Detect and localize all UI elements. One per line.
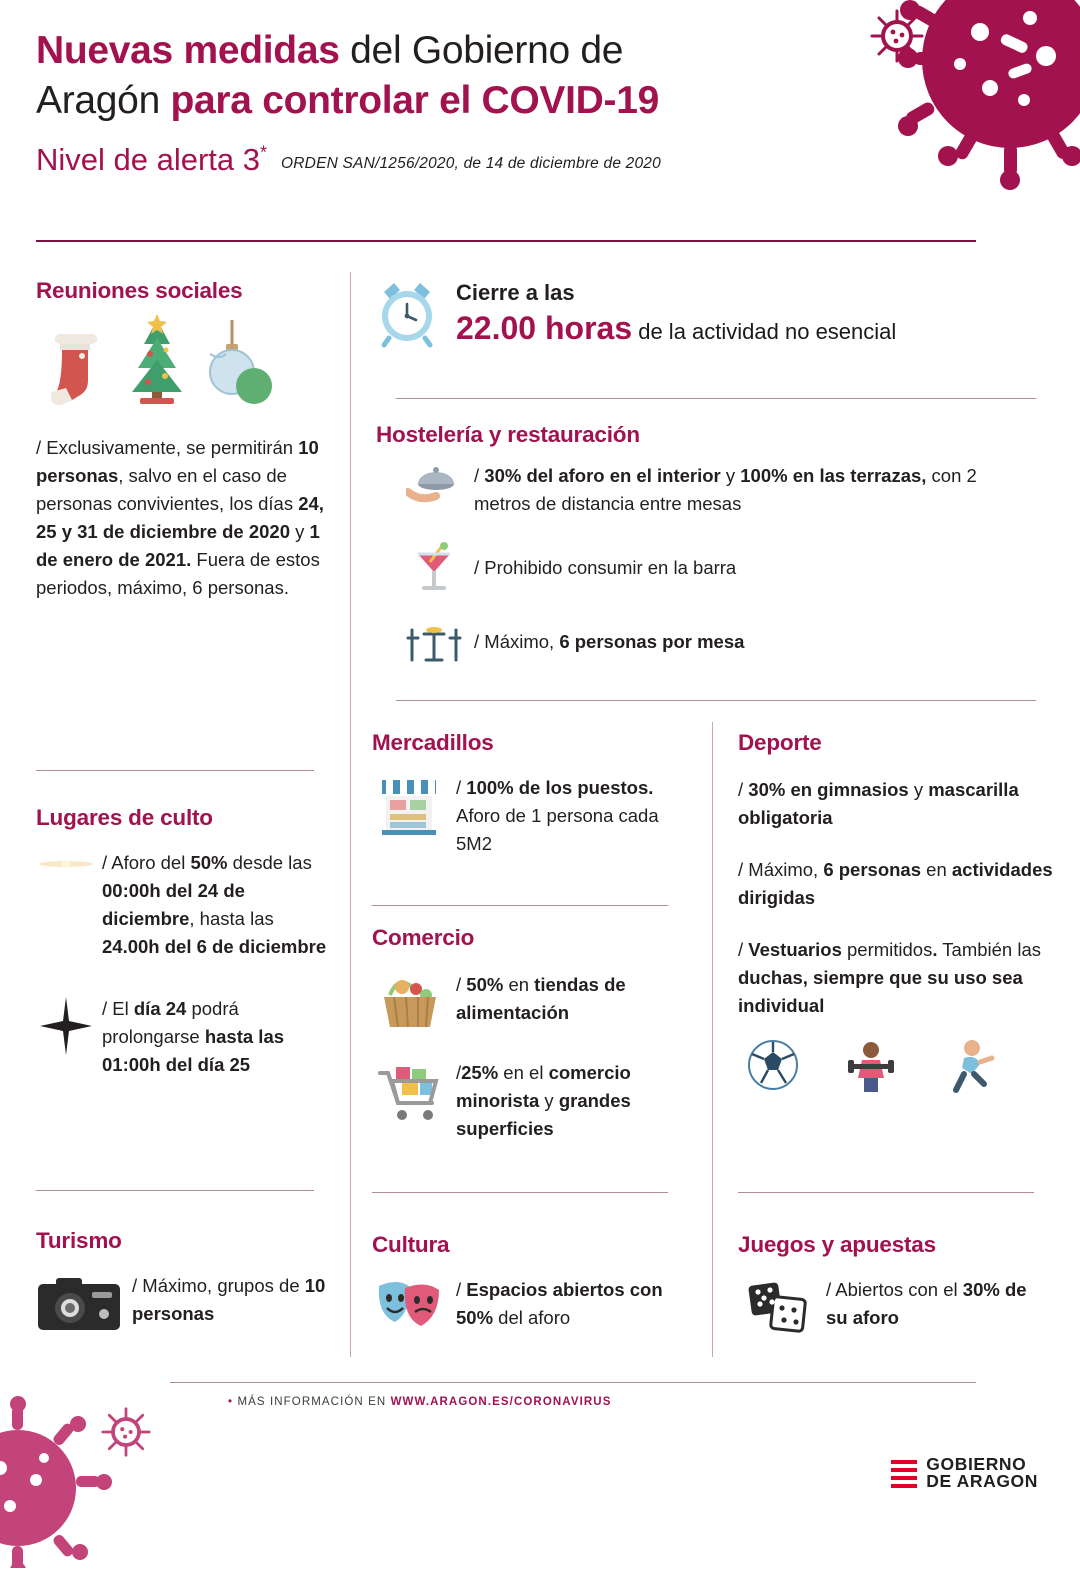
masks-svg [375,1276,443,1334]
text-part-bold: comercio minorista [456,1062,631,1111]
alert-level-asterisk: * [260,142,268,163]
text-part-bold: mascarilla obligatoria [738,779,1019,828]
cierre-rest: de la actividad no esencial [632,319,897,344]
mercadillos-text [456,774,688,858]
christmas-bauble-icon [202,314,276,410]
section-heading: Turismo [36,1228,122,1253]
logo-line2: DE ARAGON [926,1471,1038,1491]
food-service-tray-icon [404,462,464,512]
footer-divider [170,1382,976,1383]
cultura-item [372,1276,692,1334]
mercadillos-item [372,774,688,858]
text-part-bold: día 24 [133,998,187,1019]
christmas-stocking-icon [38,322,112,410]
text-part: / Máximo, [738,859,824,880]
text-part: en el [498,1062,549,1083]
text-part: / [456,974,467,995]
divider [396,398,1036,399]
list-item [404,618,1036,666]
text-part: y [290,521,310,542]
divider [738,1192,1034,1193]
text-part-bold: . [932,939,938,960]
section-reuniones-sociales [36,278,332,602]
title-highlight-1: Nuevas medidas [36,29,340,72]
text-part: podrá prolongarse [102,998,239,1047]
text-part-bold: 00:00h del 24 de diciembre [102,880,245,929]
text-part-bold: Espacios abiertos con 50% [456,1279,663,1328]
table-chairs-svg [406,618,462,666]
section-cierre [376,280,1036,348]
culto-items [36,849,336,1079]
section-turismo [36,1228,336,1334]
text-part-bold: 25% [461,1062,499,1083]
list-item [36,849,336,961]
text-part: / Prohibido consumir en la barra [474,557,737,578]
text-part-bold: 30% en gimnasios [748,779,909,800]
text-part: en [503,974,535,995]
culto-item-text [102,995,336,1079]
text-part-bold: 50% [466,974,504,995]
column-divider-left [350,272,351,1357]
text-part-bold: 30% de su aforo [826,1279,1027,1328]
text-part: , hasta las [189,908,274,929]
text-part: / Máximo, [474,631,560,652]
logo-line1: GOBIERNO [926,1454,1027,1474]
dice-svg [744,1276,810,1340]
text-part-bold: 100% de los puestos. [466,777,654,798]
alert-level [36,142,267,178]
text-part: / Exclusivamente, se permitirán [36,437,299,458]
text-part-bold: tiendas de alimentación [456,974,626,1023]
alert-level-label: Nivel de alerta 3 [36,142,261,177]
footer-info-prefix: MÁS INFORMACIÓN EN [237,1396,391,1408]
juegos-item [738,1276,1048,1340]
gobierno-de-aragon-logo [891,1456,1038,1490]
tray-svg [406,462,462,512]
cierre-text [456,280,896,347]
section-heading: Cultura [372,1232,450,1257]
deporte-item-text [738,776,1058,832]
section-mercadillos [372,730,688,858]
reuniones-body-text [36,434,332,602]
section-hosteleria [376,422,1036,666]
text-part-bold: 10 personas [132,1275,326,1324]
list-item [36,995,336,1079]
section-comercio [372,925,692,1143]
market-stall-svg [376,774,442,840]
christmas-icons-group [38,314,332,410]
title-highlight-2: para controlar el COVID-19 [170,79,660,122]
text-part-bold: 50% [190,852,228,873]
section-juegos-y-apuestas [738,1232,1048,1340]
turismo-item [36,1272,336,1334]
page-title [36,26,916,126]
deporte-icons-group [746,1038,1058,1096]
hosteleria-item-text [474,554,736,582]
cierre-line2 [456,310,896,347]
turismo-text [132,1272,336,1328]
text-part: y [539,1090,559,1111]
camera-icon [36,1272,122,1334]
culto-item-text [102,849,336,961]
hosteleria-item-text [474,628,744,656]
list-item [404,462,1036,518]
text-part: y [720,465,741,486]
runner-icon [942,1038,996,1096]
sparkle-icon [36,849,96,879]
text-part: / [474,465,485,486]
text-part-bold: 24, 25 y 31 de diciembre de 2020 [36,493,324,542]
text-part: / El [102,998,134,1019]
cierre-hour: 22.00 horas [456,310,633,346]
deporte-item-text [738,856,1058,912]
sparkle-svg [37,849,95,879]
cocktail-svg [408,540,460,596]
divider [396,700,1036,701]
text-part-bold: 100% en las terrazas, [740,465,927,486]
footer-info [228,1396,611,1408]
text-part-bold: 6 personas [823,859,922,880]
text-part: / [738,939,749,960]
text-part: / [456,1279,467,1300]
text-part-bold: Vestuarios [748,939,842,960]
comercio-item-text [456,1059,692,1143]
text-part: con 2 metros de distancia entre mesas [474,465,977,514]
list-item [372,971,692,1033]
text-part-bold: 10 personas [36,437,319,486]
divider [372,1192,668,1193]
coronavirus-illustration-bottom-left-small [100,1406,152,1458]
soccer-ball-icon [746,1038,800,1092]
section-heading: Comercio [372,925,475,950]
text-part: y [908,779,929,800]
table-chairs-icon [404,618,464,666]
market-stall-icon [372,774,446,840]
text-part-bold: hasta las 01:00h del día 25 [102,1026,285,1075]
section-heading: Juegos y apuestas [738,1232,936,1257]
subtitle-row [36,142,916,178]
section-deporte [738,730,1058,1096]
text-part: Fuera de estos periodos, máximo, 6 personas. [36,549,320,598]
cierre-line1: Cierre a las [456,280,575,305]
header [36,26,916,178]
text-part: / Abiertos con el [826,1279,963,1300]
basket-svg [376,971,442,1033]
shopping-basket-icon [372,971,446,1033]
alarm-clock-icon [376,280,438,348]
text-part-bold: actividades dirigidas [738,859,1053,908]
text-part: , salvo en el caso de personas convivientes, los días [36,465,299,514]
text-part-bold: grandes superficies [456,1090,631,1139]
weightlifter-icon [844,1038,898,1094]
text-part: / [456,777,467,798]
divider [372,905,668,906]
cultura-text [456,1276,692,1332]
camera-svg [36,1272,122,1334]
text-part: en [921,859,952,880]
juegos-text [826,1276,1048,1332]
text-part: / Aforo del [102,852,191,873]
divider [36,770,314,771]
deporte-item-text [738,936,1058,1020]
text-part: / [456,1062,462,1083]
coronavirus-url-link[interactable]: WWW.ARAGON.ES/CORONAVIRUS [390,1396,612,1408]
list-item [404,540,1036,596]
section-heading: Lugares de culto [36,805,213,830]
section-heading: Deporte [738,730,822,755]
divider [36,1190,314,1191]
hosteleria-item-text [474,462,1036,518]
text-part-bold: 6 personas por mesa [559,631,745,652]
star-icon [36,995,96,1057]
hosteleria-items [404,462,1036,666]
star-svg [38,995,94,1057]
text-part: / [738,779,749,800]
theatre-masks-icon [372,1276,446,1334]
list-item [372,1059,692,1143]
shopping-cart-icon [372,1059,446,1127]
comercio-item-text [456,971,692,1027]
section-lugares-de-culto [36,805,336,1079]
text-part: / Máximo, grupos de [132,1275,305,1296]
order-reference: ORDEN SAN/1256/2020, de 14 de diciembre de 2020 [281,155,661,172]
section-heading: Mercadillos [372,730,494,755]
alarm-clock-svg [376,280,438,348]
cocktail-icon [404,540,464,596]
text-part-bold: 24.00h del 6 de diciembre [102,936,327,957]
text-part: Aforo de 1 persona cada 5M2 [456,805,659,854]
title-plain-2: Aragón [36,79,171,122]
header-divider [36,240,976,242]
virus-svg-bl2 [100,1406,152,1458]
logo-text [926,1456,1038,1490]
aragon-flag-icon [891,1458,917,1488]
text-part: del aforo [493,1307,571,1328]
section-heading: Hostelería y restauración [376,422,640,447]
title-plain-1: del Gobierno de [339,29,624,72]
text-part-bold: 1 de enero de 2021. [36,521,320,570]
section-heading: Reuniones sociales [36,278,243,303]
cart-svg [374,1059,444,1127]
text-part-bold: 30% del aforo en el interior [484,465,721,486]
footer-bullet: • [228,1396,234,1408]
column-divider-right [712,722,713,1357]
christmas-tree-icon [118,314,196,410]
text-part: También las [937,939,1042,960]
text-part: permitidos [841,939,933,960]
dice-icon [738,1276,816,1340]
text-part: desde las [227,852,312,873]
text-part-bold: duchas, siempre que su uso sea individual [738,967,1023,1016]
section-cultura [372,1232,692,1334]
